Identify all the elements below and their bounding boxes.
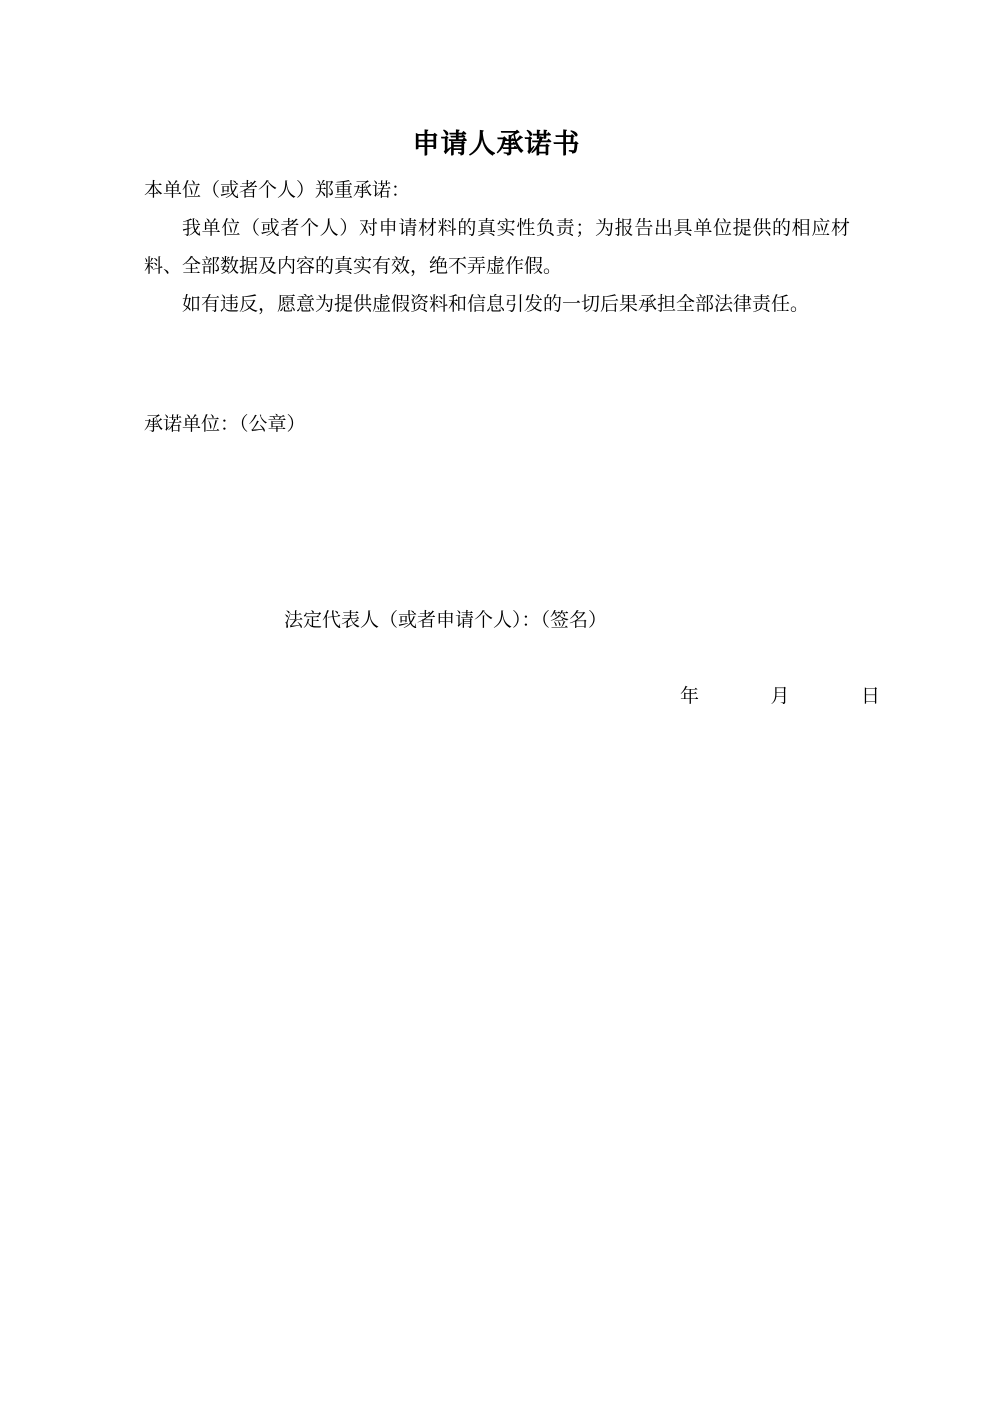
date-day-label: 日	[861, 686, 881, 707]
legal-representative-line: 法定代表人（或者申请个人）：（签名）	[284, 610, 608, 631]
document-body	[144, 172, 850, 324]
paragraph-opening: 本单位（或者个人）郑重承诺：	[144, 180, 411, 201]
committing-unit-line: 承诺单位：（公章）	[144, 414, 306, 435]
date-month-label: 月	[770, 686, 790, 707]
date-year-label: 年	[680, 686, 700, 707]
page-title: 申请人承诺书	[412, 129, 581, 159]
paragraph-commitment: 我单位（或者个人）对申请材料的真实性负责；为报告出具单位提供的相应材料、全部数据及内容的真实有效，绝不弄虚作假。	[144, 218, 850, 277]
date-line	[680, 680, 880, 714]
paragraph-liability: 如有违反，愿意为提供虚假资料和信息引发的一切后果承担全部法律责任。	[182, 294, 810, 315]
